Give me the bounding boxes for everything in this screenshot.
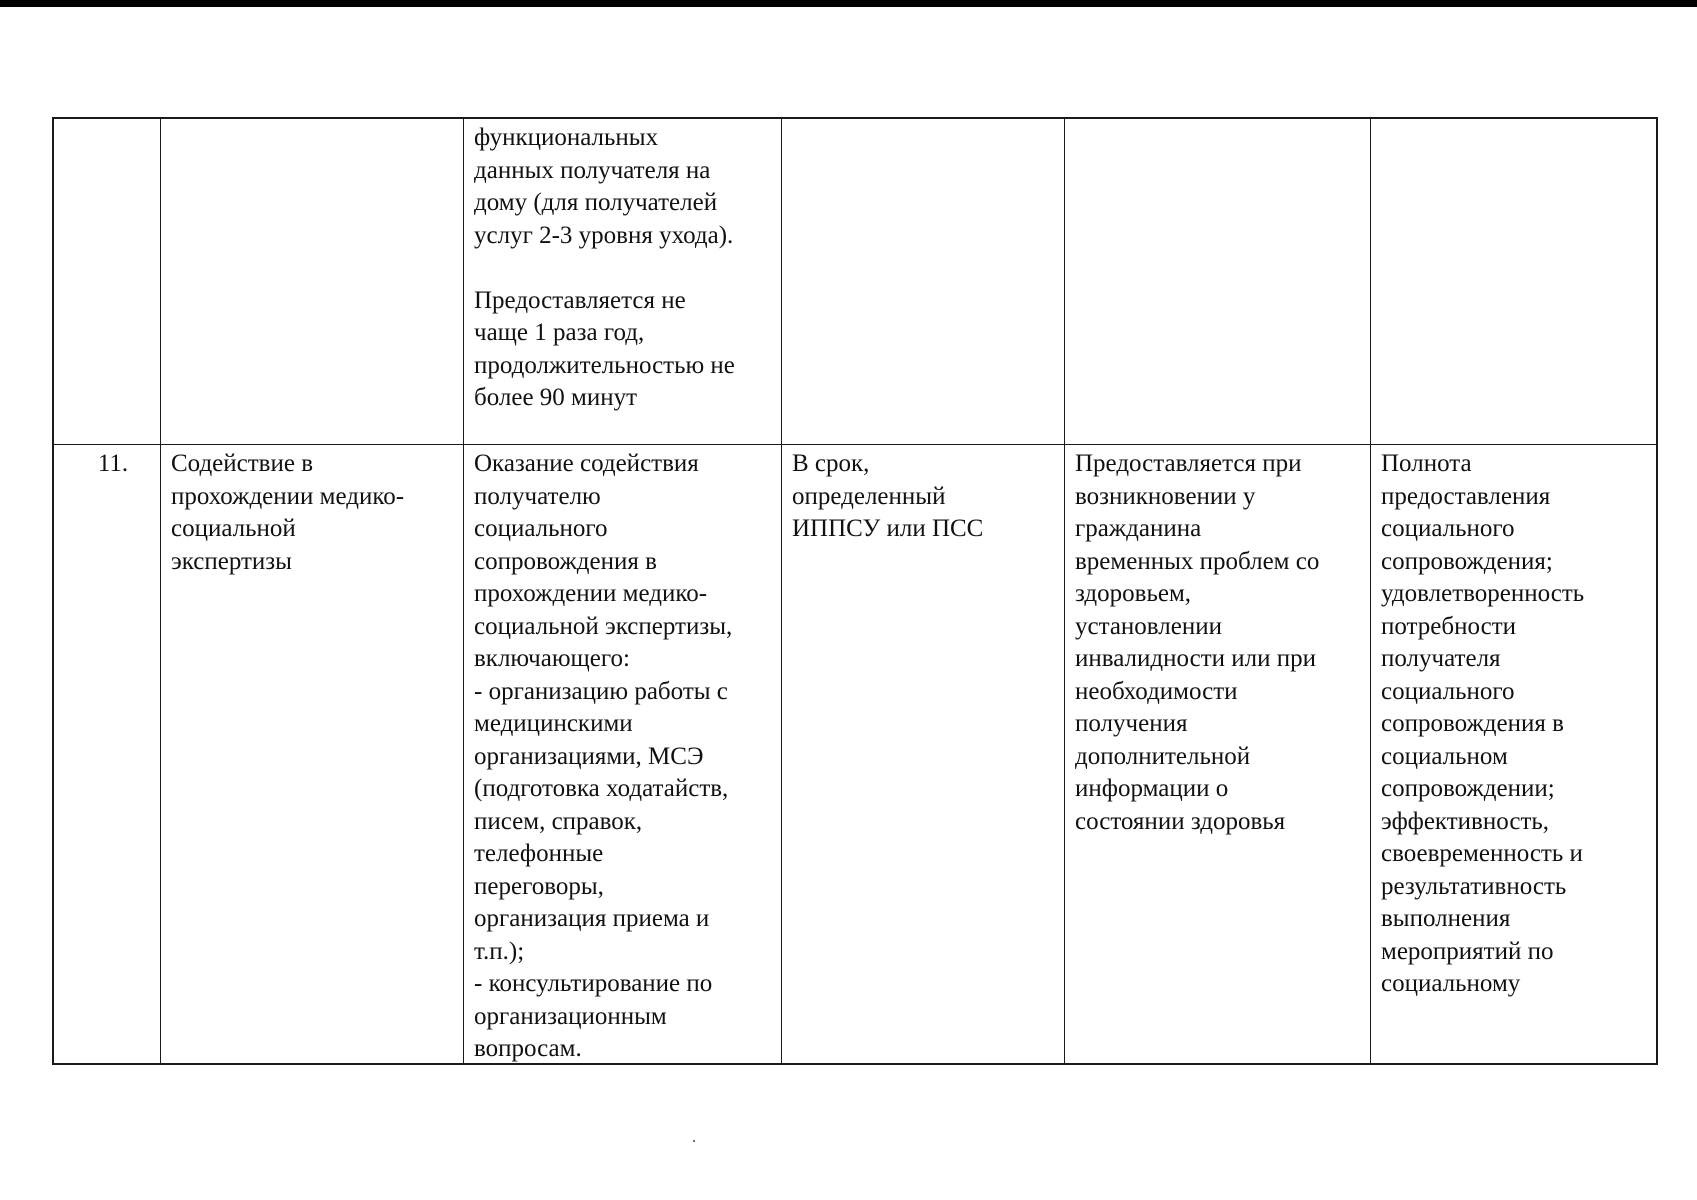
service-term-cell: В срок, определенный ИППСУ или ПСС [782,445,1065,1063]
scan-speck [693,1140,695,1142]
service-term-cell [782,119,1065,444]
quality-indicators-cell [1371,119,1656,444]
service-description-cell: Оказание содействия получателю социального сопровождения в прохождении медико- социальной экспертизы, включающего: - организацию работы с медицинскими организациями, МСЭ (подготовка ходатайств, писем, справок, телефонные переговоры, организация приема и т.п.); - консультирование по организационным вопросам. [464,445,782,1063]
table-row [54,119,1656,445]
table-row [54,445,1656,1063]
services-table [52,117,1658,1065]
service-name-cell [161,119,464,444]
row-number-cell: 11. [54,445,161,1063]
service-condition-cell [1065,119,1371,444]
service-description-cell: функциональных данных получателя на дому (для получателей услуг 2-3 уровня ухода). Предоставляется не чаще 1 раза год, продолжительностью не более 90 минут [464,119,782,444]
service-condition-cell: Предоставляется при возникновении у гражданина временных проблем со здоровьем, установлении инвалидности или при необходимости получения дополнительной информации о состоянии здоровья [1065,445,1371,1063]
quality-indicators-cell: Полнота предоставления социального сопровождения; удовлетворенность потребности получателя социального сопровождения в социальном сопровождении; эффективность, своевременность и результативность выполнения мероприятий по социальному [1381,450,1585,997]
service-name-cell: Содействие в прохождении медико- социальной экспертизы [161,445,464,1063]
row-number-cell [54,119,161,444]
scan-top-border [0,0,1697,7]
